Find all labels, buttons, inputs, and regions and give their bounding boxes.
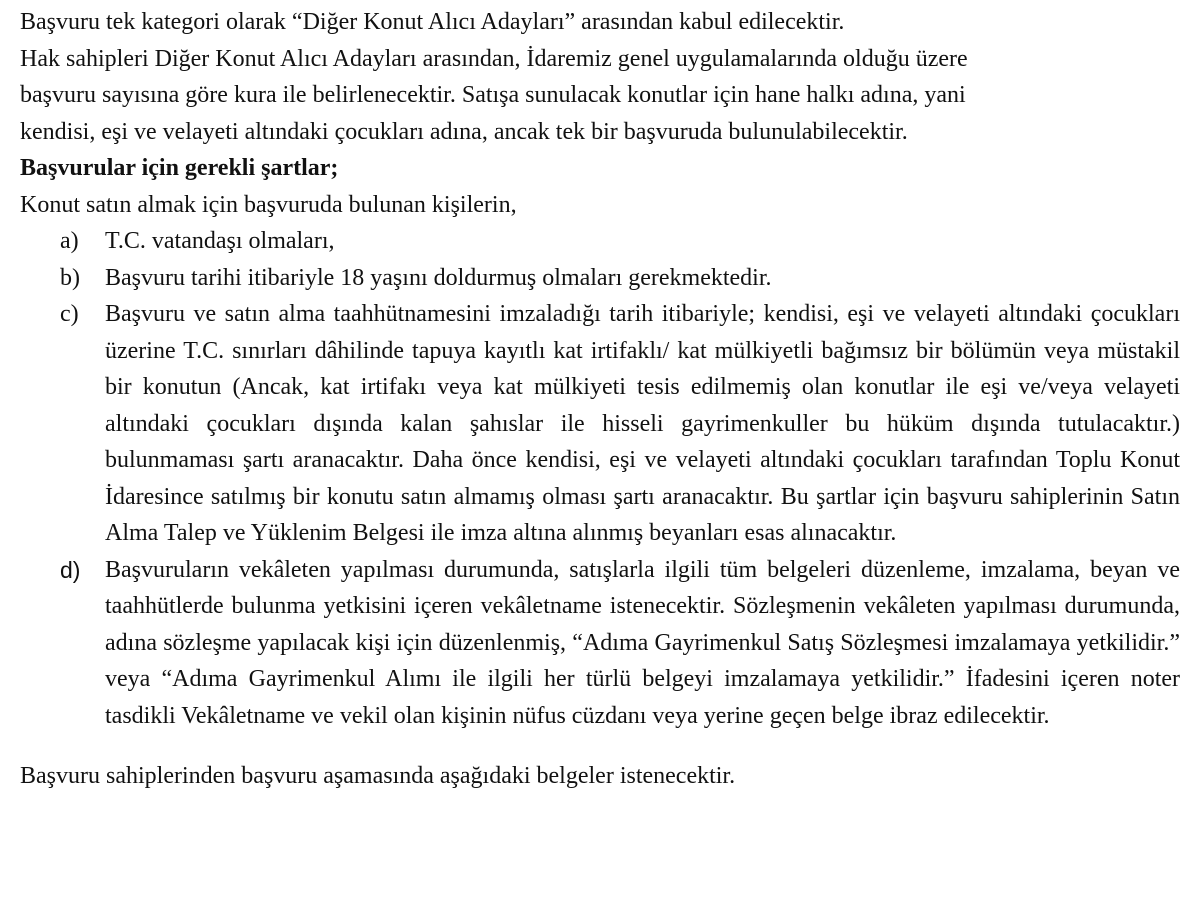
item-text: Başvuruların vekâleten yapılması durumunda, satışlarla ilgili tüm belgeleri düzenleme, imzalama, beyan ve taahhütlerde bulunma yetkisini içeren vekâletname istenecektir. Sözleşmenin vekâleten yapılması durumunda, adına sözleşme yapılacak kişi için düzenlenmiş, “Adıma Gayrimenkul Satış Sözleşmesi imzalamaya yetkilidir.” veya “Adıma Gayrimenkul Alımı ile ilgili her türlü belgeyi imzalamaya yetkilidir.” İfadesini içeren noter tasdikli Vekâletname ve vekil olan kişinin nüfus cüzdanı veya yerine geçen belge ibraz edilecektir.	[105, 556, 1180, 729]
requirement-item-a	[20, 223, 1180, 260]
closing-sentence: Başvuru sahiplerinden başvuru aşamasında aşağıdaki belgeler istenecektir.	[20, 763, 736, 789]
requirements-lead-in: Konut satın almak için başvuruda bulunan kişilerin,	[20, 191, 517, 218]
item-marker: c)	[60, 301, 79, 327]
item-marker: d)	[60, 556, 81, 583]
requirement-item-d	[20, 552, 1180, 735]
intro-line-3: başvuru sayısına göre kura ile belirlenecektir. Satışa sunulacak konutlar için hane halkı adına, yani	[20, 82, 966, 108]
item-text: T.C. vatandaşı olmaları,	[105, 228, 335, 254]
requirements-heading: Başvurular için gerekli şartlar;	[20, 155, 339, 181]
item-text: Başvuru ve satın alma taahhütnamesini imzaladığı tarih itibariyle; kendisi, eşi ve velayeti altındaki çocukları üzerine T.C. sınırları dâhilinde tapuya kayıtlı kat irtifaklı/ kat mülkiyetli bağımsız bir bölümün veya müstakil bir konutun (Ancak, kat irtifakı veya kat mülkiyeti tesis edilmemiş olan konutlar ile eşi ve/veya velayeti altındaki çocukları dışında kalan şahıslar ile hisseli gayrimenkuller bu hüküm dışında tutulacaktır.) bulunmaması şartı aranacaktır. Daha önce kendisi, eşi ve velayeti altındaki çocukları tarafından Toplu Konut İdaresince satılmış bir konutu satın almamış olması şartı aranacaktır. Bu şartlar için başvuru sahiplerinin Satın Alma Talep ve Yüklenim Belgesi ile imza altına alınmış beyanları esas alınacaktır.	[105, 301, 1180, 546]
item-text: Başvuru tarihi itibariyle 18 yaşını doldurmuş olmaları gerekmektedir.	[105, 264, 772, 291]
item-marker: b)	[60, 264, 80, 291]
intro-line-2: Hak sahipleri Diğer Konut Alıcı Adayları arasından, İdaremiz genel uygulamalarında olduğu üzere	[20, 45, 968, 72]
requirement-item-c	[20, 296, 1180, 552]
requirement-item-b	[20, 260, 1180, 297]
document-page	[20, 4, 1180, 795]
requirements-list	[20, 223, 1180, 734]
intro-line-1: Başvuru tek kategori olarak “Diğer Konut Alıcı Adayları” arasından kabul edilecektir.	[20, 9, 845, 35]
item-marker: a)	[60, 228, 79, 254]
intro-line-4: kendisi, eşi ve velayeti altındaki çocukları adına, ancak tek bir başvuruda bulunulabilecektir.	[20, 118, 908, 145]
